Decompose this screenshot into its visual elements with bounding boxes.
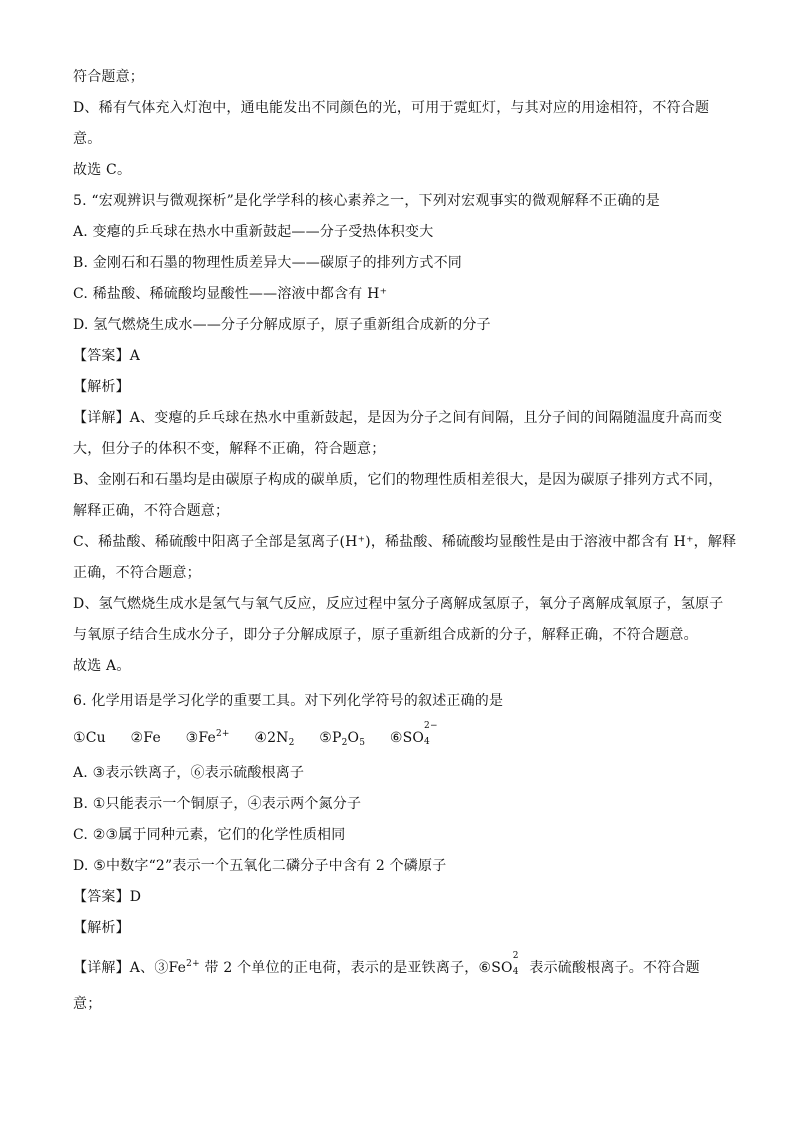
option-a: A. 变瘪的乒乓球在热水中重新鼓起——分子受热体积变大 (73, 224, 434, 240)
answer-label: 【答案】A (73, 348, 141, 364)
option-d: D. ⑤中数字“2”表示一个五氧化二磷分子中含有 2 个磷原子 (73, 858, 447, 874)
text-line: 符合题意； (73, 69, 144, 85)
formula-2n2: $④2N_2$ (254, 730, 295, 748)
option-a: A. ③表示铁离子，⑥表示硫酸根离子 (73, 765, 305, 781)
text-line: 解释正确，不符合题意； (73, 503, 230, 519)
symbol-so4: ⑥SO 2 4 (478, 951, 519, 977)
text-line: 故选 A。 (73, 658, 131, 674)
analysis-label: 【解析】 (73, 920, 130, 936)
detail-line: 【详解】A、$③Fe^{2+}$ 带 2 个单位的正电荷，表示的是亚铁离子，⑥SO 2 4 表示硫酸根离子。不符合题 (73, 951, 700, 977)
formula-cu: ①Cu (73, 730, 106, 746)
formula-p2o5: $⑤P_2O_5$ (319, 730, 366, 748)
analysis-label: 【解析】 (73, 379, 130, 395)
text-line: 大，但分子的体积不变，解释不正确，符合题意； (73, 441, 386, 457)
text-line: 与氧原子结合生成水分子，即分子分解成原子，原子重新组合成新的分子，解释正确，不符合题意。 (73, 627, 698, 643)
text-line: C、稀盐酸、稀硫酸中阳离子全部是氢离子(H⁺)，稀盐酸、稀硫酸均显酸性是由于溶液中都含有 H⁺，解释 (73, 534, 737, 550)
formula-fe2plus: $③Fe^{2+}$ (185, 729, 230, 746)
question-6-stem: 6. 化学用语是学习化学的重要工具。对下列化学符号的叙述正确的是 (73, 693, 504, 709)
text-line: 【详解】A、变瘪的乒乓球在热水中重新鼓起，是因为分子之间有间隔，且分子间的间隔随温度升高而变 (73, 410, 723, 426)
formula-fe: ②Fe (130, 730, 161, 746)
text-line: 意； (73, 996, 102, 1012)
formula-so4-2minus: ⑥SO 2− 4 (389, 721, 438, 747)
text-line: 意。 (73, 131, 102, 147)
option-b: B. 金刚石和石墨的物理性质差异大——碳原子的排列方式不同 (73, 255, 462, 271)
text-line: 正确，不符合题意； (73, 565, 201, 581)
option-b: B. ①只能表示一个铜原子，④表示两个氮分子 (73, 796, 362, 812)
option-c: C. 稀盐酸、稀硫酸均显酸性——溶液中都含有 H⁺ (73, 286, 388, 302)
question-5-stem: 5. “宏观辨识与微观探析”是化学学科的核心素养之一，下列对宏观事实的微观解释不正确的是 (73, 193, 660, 209)
answer-label: 【答案】D (73, 889, 142, 905)
symbol-fe2plus: $③Fe^{2+}$ (154, 959, 200, 976)
option-d: D. 氢气燃烧生成水——分子分解成原子，原子重新组合成新的分子 (73, 317, 491, 333)
text-line: 故选 C。 (73, 162, 132, 178)
option-c: C. ②③属于同种元素，它们的化学性质相同 (73, 827, 346, 843)
text-line: D、稀有气体充入灯泡中，通电能发出不同颜色的光，可用于霓虹灯，与其对应的用途相符，不符合题 (73, 100, 710, 116)
formula-list (73, 721, 456, 748)
text-line: D、氢气燃烧生成水是氢气与氧气反应，反应过程中氢分子离解成氢原子，氧分子离解成氧原子，氢原子 (73, 596, 724, 612)
text-line: B、金刚石和石墨均是由碳原子构成的碳单质，它们的物理性质相差很大，是因为碳原子排列方式不同， (73, 472, 723, 488)
